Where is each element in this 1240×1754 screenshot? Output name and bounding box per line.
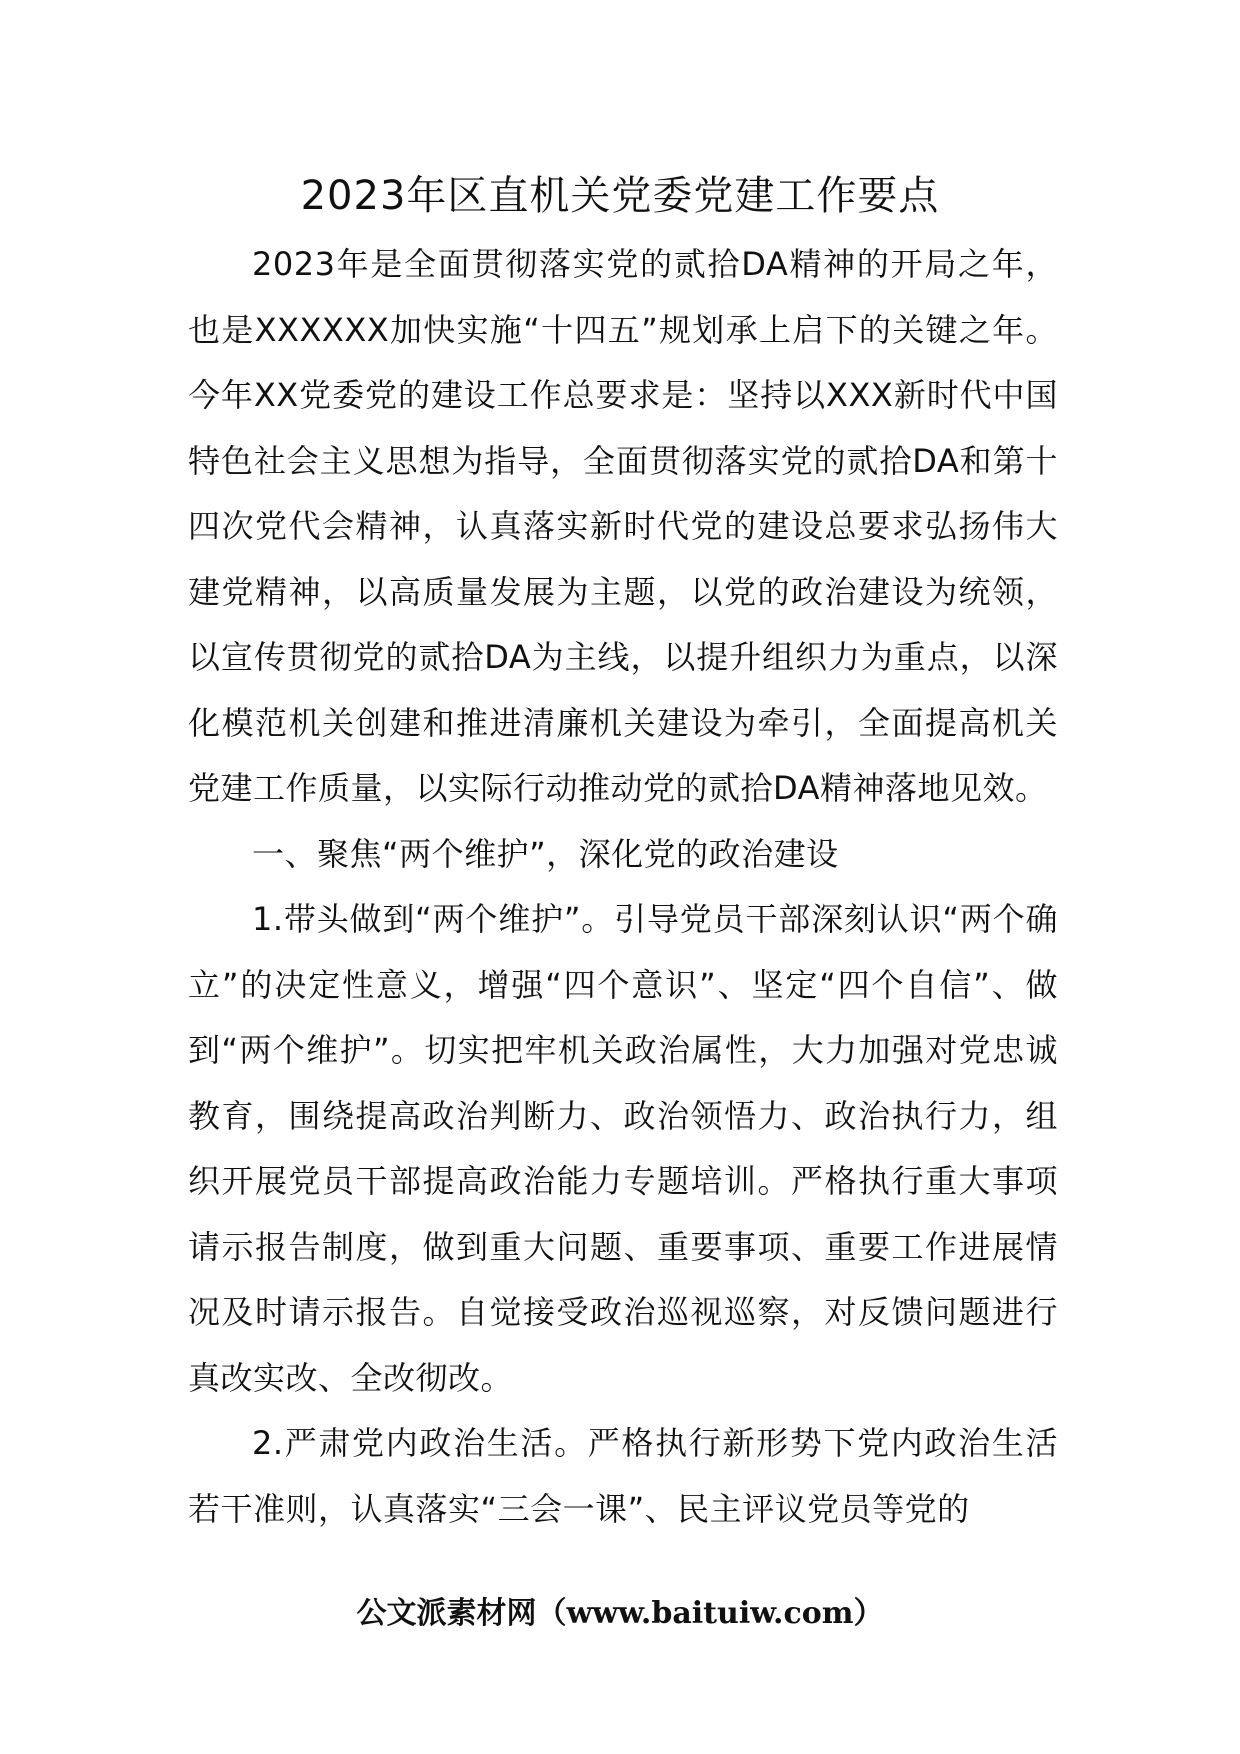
paragraph-intro: 2023年是全面贯彻落实党的贰拾DA精神的开局之年，也是XXXXXX加快实施“十四五”规划承上启下的关键之年。今年XX党委党的建设工作总要求是：坚持以XXX新时代中国特色社会主义思想为指导，全面贯彻落实党的贰拾DA和第十四次党代会精神，认真落实新时代党的建设总要求弘扬伟大建党精神，以高质量发展为主题，以党的政治建设为统领，以宣传贯彻党的贰拾DA为主线，以提升组织力为重点，以深化模范机关创建和推进清廉机关建设为牵引，全面提高机关党建工作质量，以实际行动推动党的贰拾DA精神落地见效。	[188, 245, 1058, 807]
document-body	[188, 232, 1058, 1542]
section-heading-1: 一、聚焦“两个维护”，深化党的政治建设	[252, 834, 839, 873]
paragraph-item-1: 1.带头做到“两个维护”。引导党员干部深刻认识“两个确立”的决定性意义，增强“四个意识”、坚定“四个自信”、做到“两个维护”。切实把牢机关政治属性，大力加强对党忠诚教育，围绕提高政治判断力、政治领悟力、政治执行力，组织开展党员干部提高政治能力专题培训。严格执行重大事项请示报告制度，做到重大问题、重要事项、重要工作进展情况及时请示报告。自觉接受政治巡视巡察，对反馈问题进行真改实改、全改彻改。	[188, 900, 1058, 1397]
document-title: 2023年区直机关党委党建工作要点	[300, 173, 940, 219]
paragraph-item-2: 2.严肃党内政治生活。严格执行新形势下党内政治生活若干准则，认真落实“三会一课”、民主评议党员等党的	[188, 1424, 1058, 1528]
footer-watermark: 公文派素材网（www.baituiw.com）	[356, 1596, 884, 1631]
